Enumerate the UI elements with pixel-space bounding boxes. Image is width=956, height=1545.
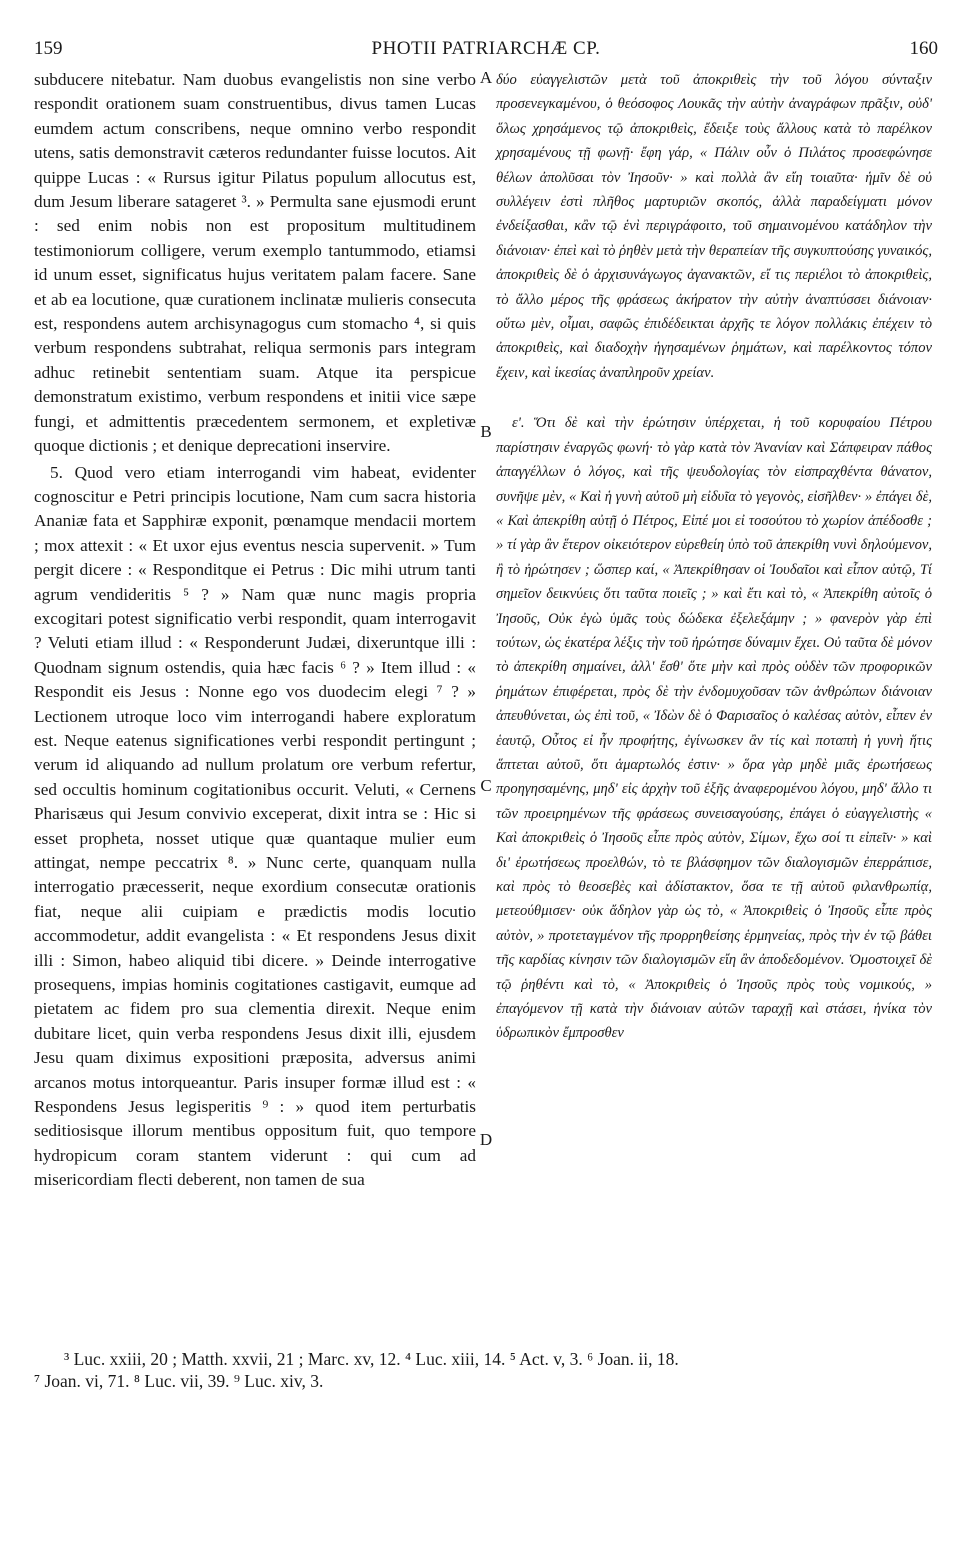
latin-paragraph-1: subducere nitebatur. Nam duobus evangelistis non sine verbo respondit orationem suam construentibus, divus tamen Lucas eumdem actum conscribens, neque omnino verbo respondit utens, satis demonstravit cæteros redundanter fuisse locutos. Ait quippe Lucas : « Rursus igitur Pilatus populum allocutus est, dum Jesum liberare satageret ³. » Permulta sane ejusmodi erunt : sed enim nobis non est propositum multitudinem testimoniorum colligere, verum exemplo tantummodo, etiamsi id unum esset, significatus hujus veritatem palam facere. Sane et ab ea locutione, quæ curationem inclinatæ mulieris consecuta est, respondens autem archisynagogus cum stomacho ⁴, si quis verbum respondens subtrahat, reliqua sermonis pars integram adhuc retinebit sententiam suam. Atque ita perspicue demonstratum existimo, verbum respondens et initii vice sæpe fungi, et admittentis præcedentem sermonem, et expletivæ quoque dictionis ; et denique deprecationi inservire. <box>34 70 476 456</box>
margin-letter-d: D <box>479 1130 493 1149</box>
latin-paragraph-2: 5. Quod vero etiam interrogandi vim habeat, evidenter cognoscitur e Petri principis locutione, Nam cum sacra historia Ananiæ fata et Sapphiræ exponit, pœnamque mendacii mortem ; mox attexit : « Et uxor ejus eventus nescia supervenit. » Tum pergit dicere : « Responditque ei Petrus : Dic mihi utrum tanti agrum vendideritis ⁵ ? » Nam quæ nunc magis propria excogitari potest significatio verbi respondit, quam interrogavit ? Veluti etiam illud : « Responderunt Judæi, dixeruntque illi : Quodnam signum ostendis, quia hæc facis ⁶ ? » Item illud : « Respondit eis Jesus : Nonne ego vos duodecim elegi ⁷ ? » Lectionem utroque loco vim interrogandi habere exploratum est. Neque eatenus significationes verbi respondit pertingunt ; verum id aliquando ad nullum prolatum ore verbum refertur, sed occultis hominum cogitationibus occurit. Veluti, « Cernens Pharisæus qui Jesum convivio exceperat, dixit intra se : Hic si esset propheta, nosset utique quæ quantaque mulier eum attingat, nempe peccatrix ⁸. » Nunc certe, quanquam nulla interrogatio præcesserit, neque exordium consecutæ orationis fiat, neque alii cuipiam e prædictis modis locutio accommodetur, addit evangelista : « Et respondens Jesus dixit illi : Simon, habeo aliquid tibi dicere. » Deinde interrogative prosequens, impias hominis cogitationes castigavit, eumque ad pietatem ac fidem pro sua clementia direxit. Neque enim dubitare licet, quin verba respondens Jesus dixit illi, ejusdem Jesu quam diximus expositioni præposita, adversus animi arcanos motus intorqueantur. Paris insuper formæ illud est : « Respondens Jesus legisperitis ⁹ : » quod item perturbatis seditiosisque illorum mentibus oppositum fuit, quo tempore hydropicum coram stantem viderunt : qui cum ad misericordiam flecti deberent, non tamen de sua <box>34 462 476 1190</box>
right-page-number: 160 <box>909 38 938 59</box>
page-header <box>34 38 938 66</box>
latin-column <box>34 68 476 1193</box>
greek-paragraph-2: ε'. Ὅτι δὲ καὶ τὴν ἐρώτησιν ὑπέρχεται, ἡ τοῦ κορυφαίου Πέτρου παρίστησιν ἐναργῶς φωνή· τὸ γὰρ κατὰ τὸν Ἀνανίαν καὶ Σάπφειραν πάθος ἀπαγγέλλων ὁ λόγος, καὶ τῆς ψευδολογίας τὸν εἰσπραχθέντα θάνατον, συνῆψε μὲν, « Καὶ ἡ γυνὴ αὐτοῦ μὴ εἰδυῖα τὸ γεγονὸς, εἰσῆλθεν· » ἐπάγει δὲ, « Καὶ ἀπεκρίθη αὐτῇ ὁ Πέτρος, Εἰπέ μοι εἰ τοσούτου τὸ χωρίον ἀπέδοσθε ; » τί γὰρ ἂν ἕτερον οἰκειότερον εὑρεθείη ὑπὸ τοῦ ἀπεκρίθη νυνὶ δηλούμενον, ἢ τὸ ἠρώτησεν ; ὥσπερ καί, « Ἀπεκρίθησαν οἱ Ἰουδαῖοι καὶ εἶπον αὐτῷ, Τί σημεῖον δεικνύεις ὅτι ταῦτα ποιεῖς ; » καὶ ἔτι καὶ τὸ, « Ἀπεκρίθη αὐτοῖς ὁ Ἰησοῦς, Οὐκ ἐγὼ ὑμᾶς τοὺς δώδεκα ἐξελεξάμην ; » φανερὸν γὰρ ἐπὶ τούτων, ὡς ἑκατέρα λέξις τὴν τοῦ ἠρώτησε δύναμιν ἔχει. Οὐ ταῦτα δὲ μόνον τὸ ἀπεκρίθη σημαίνει, ἀλλ' ἔσθ' ὅτε μὴν καὶ πρὸς οὐδὲν τῶν προφορικῶν ῥημάτων ἐπιφέρεται, πρὸς δὲ τὴν ἐνδομυχοῦσαν τῶν ἀνθρώπων διάνοιαν ἀπευθύνεται, ὡς ἐπὶ τοῦ, « Ἰδὼν δὲ ὁ Φαρισαῖος ὁ καλέσας αὐτὸν, εἶπεν ἐν ἑαυτῷ, Οὗτος εἰ ἦν προφήτης, ἐγίνωσκεν ἂν τίς καὶ ποταπὴ ἡ γυνὴ ἥτις ἅπτεται αὐτοῦ, ὅτι ἁμαρτωλός ἐστιν· » ὅρα γὰρ μηδὲ μιᾶς ἐρωτήσεως προηγησαμένης, μηδ' εἰς ἀρχὴν τοῦ ἑξῆς ἀναφερομένου λόγου, μηδ' ἄλλο τι τῶν προειρημένων τῆς φράσεως συνεισαγούσης, ἐπάγει ὁ εὐαγγελιστὴς « Καὶ ἀποκριθεὶς ὁ Ἰησοῦς εἶπε πρὸς αὐτὸν, Σίμων, ἔχω σοί τι εἰπεῖν· » καὶ δι' ἐρωτήσεως προελθών, τὸ τε βλάσφημον τῶν διαλογισμῶν ἐπερράπισε, καὶ πρὸς τὸ θεοσεβὲς καὶ ἀδίστακτον, ὅσα τε τῇ αὐτοῦ φιλανθρωπίᾳ, μετεούθμισεν· οὐκ ἄδηλον γὰρ ὡς τὸ, « Ἀποκριθεὶς ὁ Ἰησοῦς εἶπε πρὸς αὐτὸν, » προτεταγμένον τῆς προρρηθείσης ἑρμηνείας, πρὸς τὴν ἐν τῷ βάθει τῆς καρδίας κίνησιν τῶν διαλογισμῶν εἴη ἂν ἀποδεδομένον. Ὁμοστοιχεῖ δὲ τῷ ῥηθέντι καὶ τὸ, « Ἀποκριθεὶς ὁ Ἰησοῦς πρὸς τοὺς νομικούς, » ἐπαγόμενον τῇ κατὰ τὴν διάνοιαν αὐτῶν ταραχῇ καὶ στάσει, ἡνίκα τὸν ὑδρωπικὸν ἔμπροσθεν <box>496 415 932 1042</box>
margin-letter-c: C <box>480 776 492 795</box>
left-page-number: 159 <box>34 38 63 59</box>
greek-paragraph-1: δύο εὐαγγελιστῶν μετὰ τοῦ ἀποκριθεὶς τὴν τοῦ λόγου σύνταξιν προσενεγκαμένου, ὁ θεόσοφος Λουκᾶς τὴν αὐτὴν ἀναγράφων πρᾶξιν, οὐδ' ὅλως χρησάμενος τῷ ἀποκριθεὶς, ἔδειξε τοὺς ἄλλους κατὰ τὸ παρέλκον χρησαμένους τῇ φωνῇ· ἔφη γάρ, « Πάλιν οὖν ὁ Πιλάτος προσεφώνησε θέλων ἀπολῦσαι τὸν Ἰησοῦν· » καὶ πολλὰ ἂν εἴη τοιαῦτα· ἡμῖν δὲ οὐ συλλέγειν ἐστὶ πλῆθος μαρτυριῶν σκοπός, ἀλλὰ παραδείγματι μόνον ἐνδείξασθαι, κἂν τῷ ἑνὶ περιγράφοιτο, τοῦ σημαινομένου κατάδηλον τὴν διάνοιαν· ἐπεὶ καὶ τὸ ῥηθὲν μετὰ τὴν θεραπείαν τῆς συγκυπτούσης γυναικός, ἀποκριθεὶς δὲ ὁ ἀρχισυνάγωγος ἀγανακτῶν, εἴ τις περιέλοι τὸ ἀποκριθεὶς, τὸ ἄλλο μέρος τῆς φράσεως ἀκήρατον τὴν αὐτὴν ἀναπτύσσει διάνοιαν· οὕτω μὲν, οἶμαι, σαφῶς ἐπιδέδεικται ἀρχῆς τε λόγον πολλάκις ἐπέχειν τὸ ἀποκριθεὶς, καὶ διαδοχὴν ἡγησαμένων ῥημάτων, καὶ παρέλκοντος τόπον ἔχειν, καὶ ἱκεσίας ἀναπληροῦν χρείαν. <box>496 72 932 381</box>
footnotes <box>34 1348 934 1392</box>
margin-letter-a: A <box>479 68 493 87</box>
running-title: PHOTII PATRIARCHÆ CP. <box>371 38 601 59</box>
greek-column <box>496 68 932 1046</box>
footnote-line-1: ³ Luc. xxiii, 20 ; Matth. xxvii, 21 ; Marc. xv, 12. ⁴ Luc. xiii, 14. ⁵ Act. v, 3. ⁶ Joan. ii, 18. <box>64 1349 679 1369</box>
footnote-line-2: ⁷ Joan. vi, 71. ⁸ Luc. vii, 39. ⁹ Luc. xiv, 3. <box>34 1371 324 1391</box>
margin-letter-b: B <box>480 422 492 441</box>
